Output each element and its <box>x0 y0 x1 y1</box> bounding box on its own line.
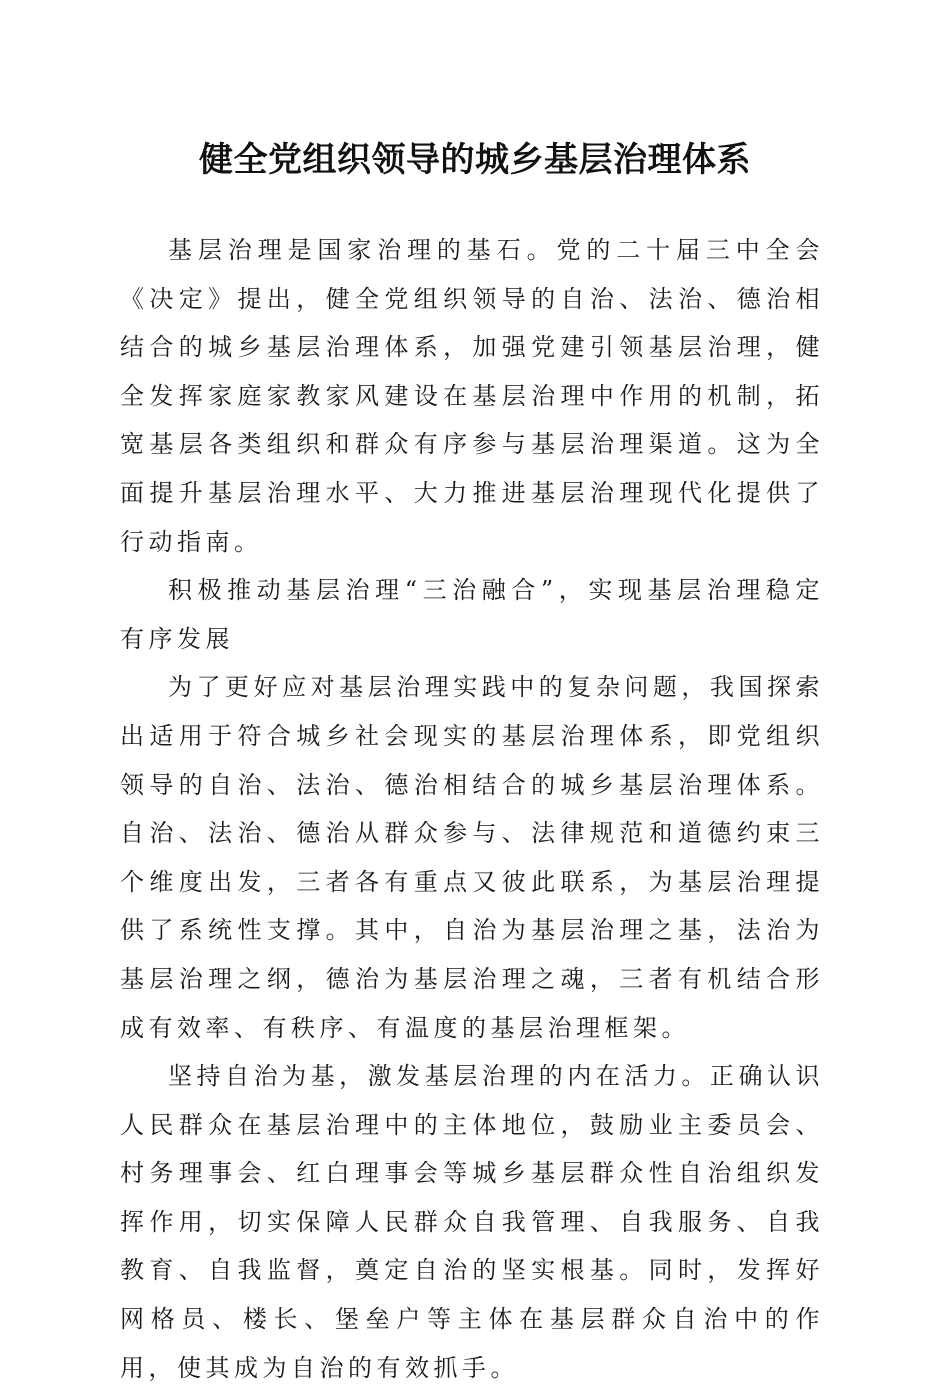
document-body <box>120 226 824 1392</box>
paragraph-three-governance: 为了更好应对基层治理实践中的复杂问题，我国探索出适用于符合城乡社会现实的基层治理体系，即党组织领导的自治、法治、德治相结合的城乡基层治理体系。自治、法治、德治从群众参与、法律规范和道德约束三个维度出发，三者各有重点又彼此联系，为基层治理提供了系统性支撑。其中，自治为基层治理之基，法治为基层治理之纲，德治为基层治理之魂，三者有机结合形成有效率、有秩序、有温度的基层治理框架。 <box>120 673 824 1042</box>
paragraph-autonomy: 坚持自治为基，激发基层治理的内在活力。正确认识人民群众在基层治理中的主体地位，鼓励业主委员会、村务理事会、红白理事会等城乡基层群众性自治组织发挥作用，切实保障人民群众自我管理、自我服务、自我教育、自我监督，奠定自治的坚实根基。同时，发挥好网格员、楼长、堡垒户等主体在基层群众自治中的作用，使其成为自治的有效抓手。 <box>120 1062 824 1382</box>
paragraph-intro: 基层治理是国家治理的基石。党的二十届三中全会《决定》提出，健全党组织领导的自治、法治、德治相结合的城乡基层治理体系，加强党建引领基层治理，健全发挥家庭家教家风建设在基层治理中作用的机制，拓宽基层各类组织和群众有序参与基层治理渠道。这为全面提升基层治理水平、大力推进基层治理现代化提供了行动指南。 <box>120 236 824 556</box>
paragraph-subheading: 积极推动基层治理“三治融合”，实现基层治理稳定有序发展 <box>120 576 824 653</box>
document-title: 健全党组织领导的城乡基层治理体系 <box>199 140 751 180</box>
